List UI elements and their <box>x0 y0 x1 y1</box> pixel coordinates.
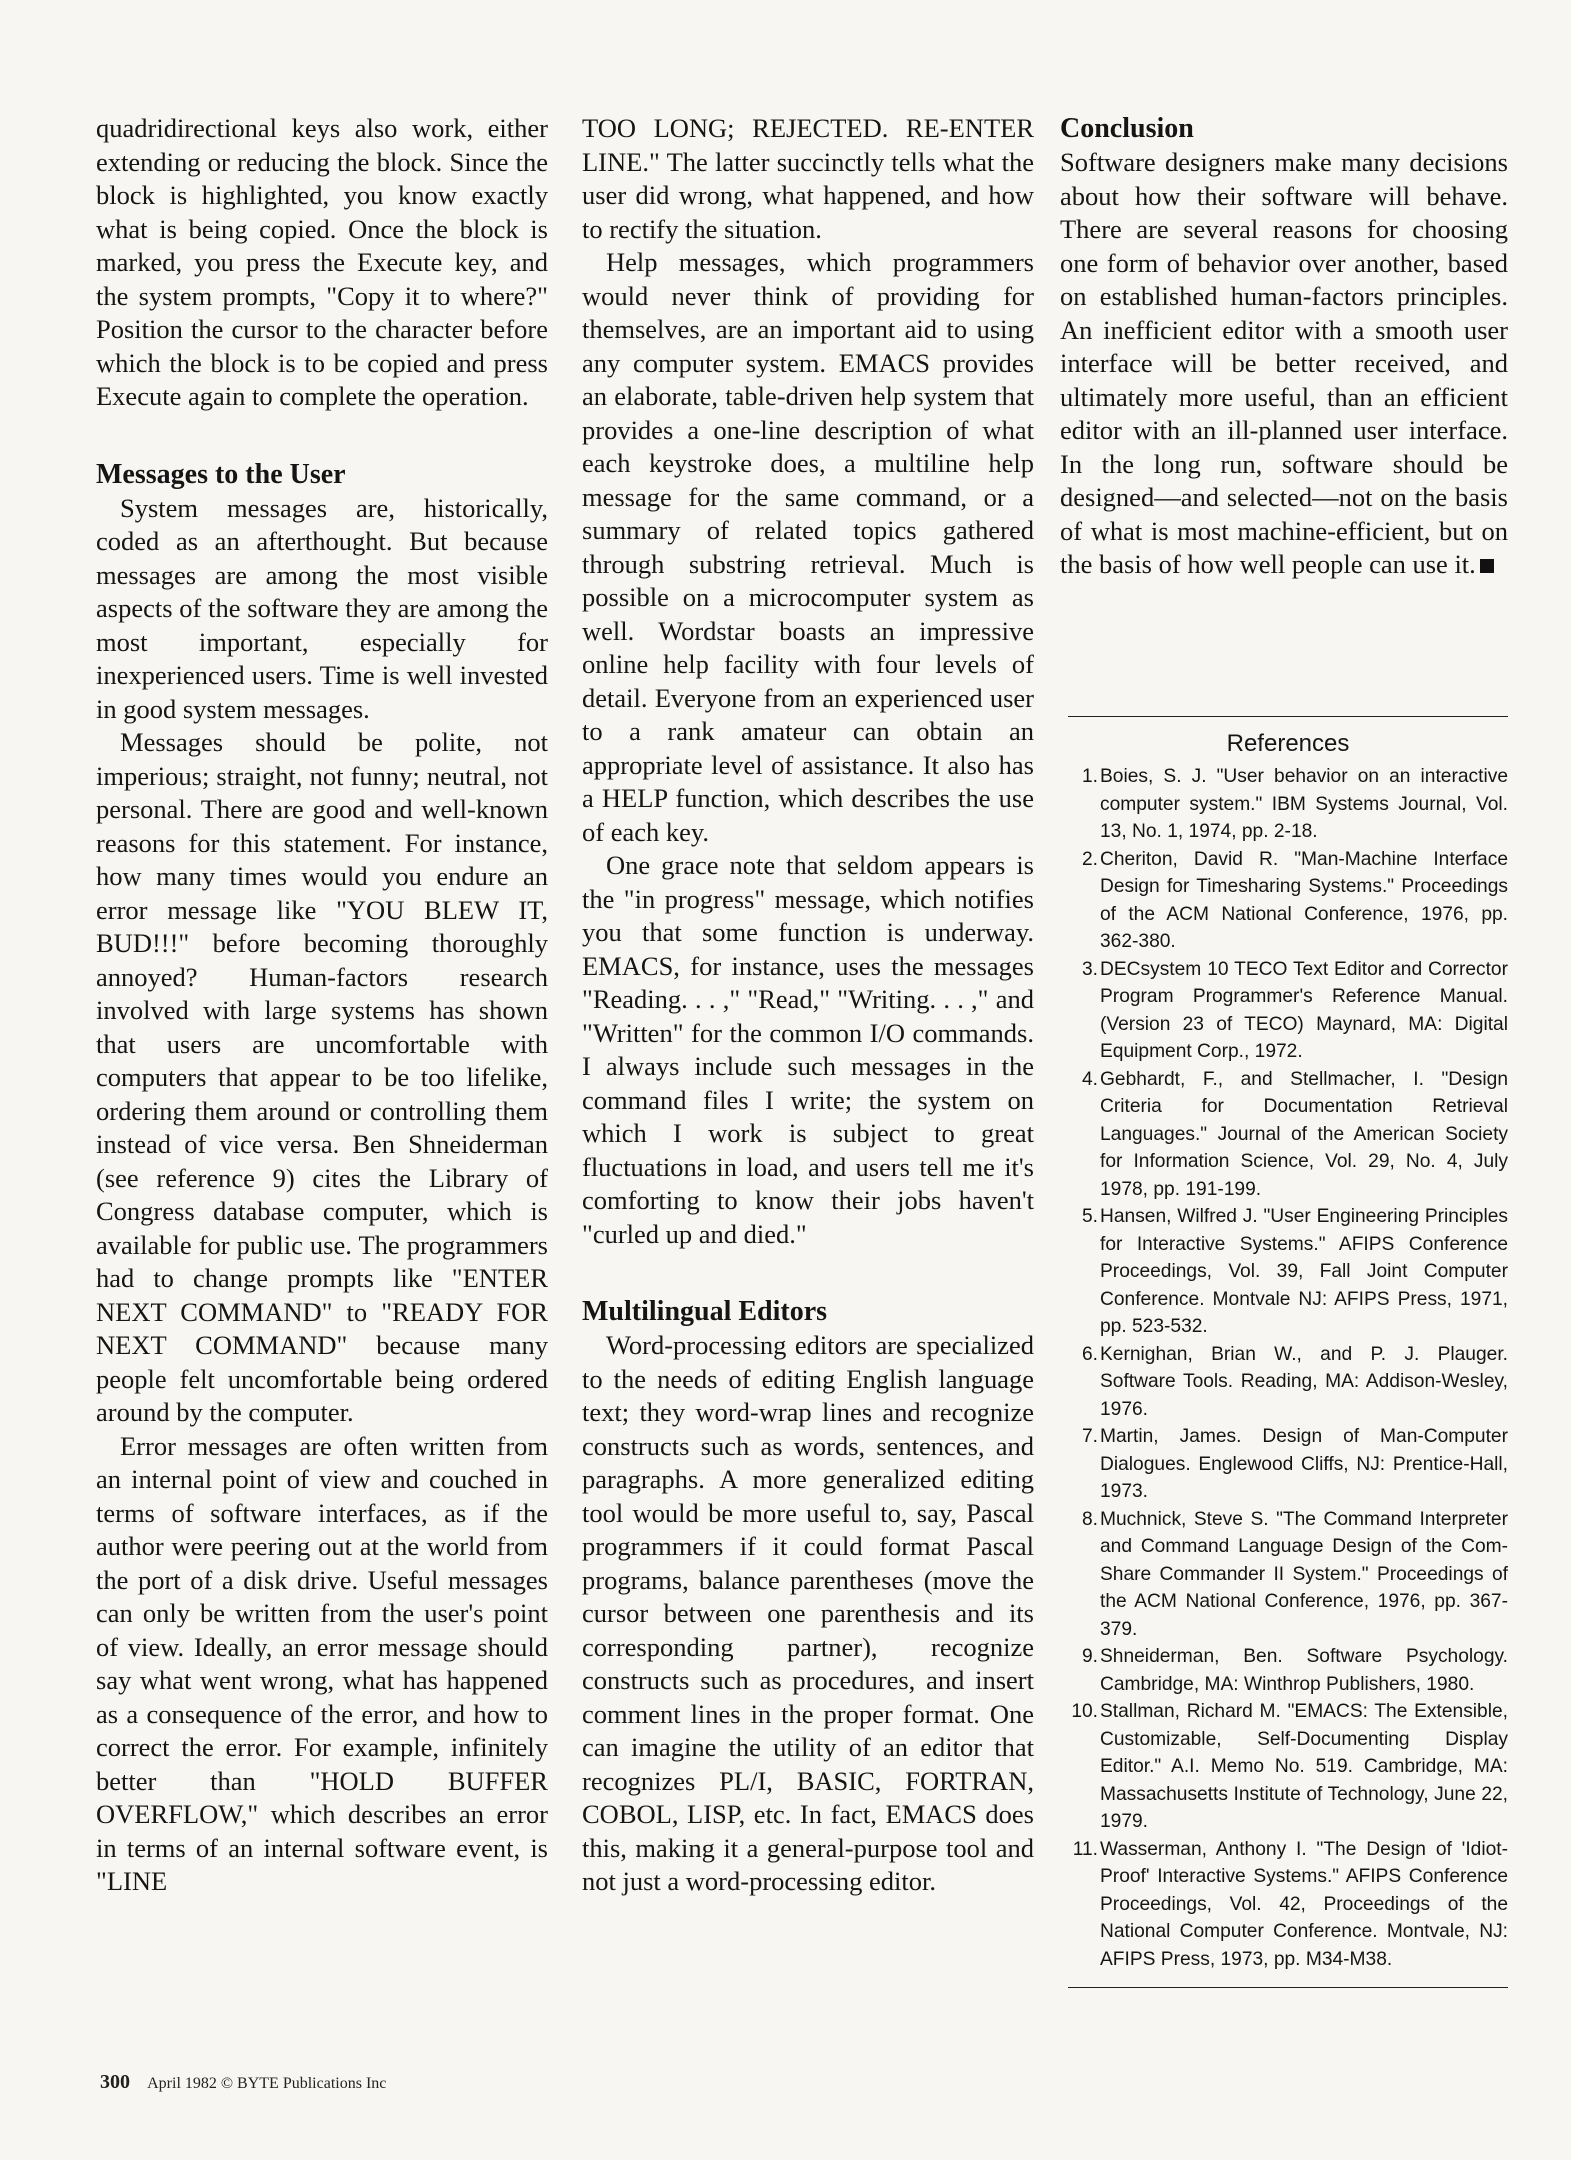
reference-item: 7. Martin, James. Design of Man-Computer Dialogues. Englewood Cliffs, NJ: Prentice-Hall, 1973. <box>1081 1426 1508 1502</box>
paragraph: quadridirectional keys also work, either extending or reducing the block. Since the block is highlighted, you know exactly what is being copied. Once the block is marked, you press the Execute key, and the system prompts, "Copy it to where?" Position the cursor to the character before which the block is to be copied and press Execute again to complete the operation. <box>96 113 548 411</box>
reference-item: 10. Stallman, Richard M. "EMACS: The Extensible, Customizable, Self-Documenting Display Editor." A.I. Memo No. 519. Cambridge, MA: Massachusetts Institute of Technology, June 22, 1979. <box>1071 1701 1508 1832</box>
reference-item: 5. Hansen, Wilfred J. "User Engineering Principles for Interactive Systems." AFIPS Conference Proceedings, Vol. 39, Fall Joint Computer Conference. Montvale NJ: AFIPS Press, 1971, pp. 523-532. <box>1081 1206 1508 1337</box>
paragraph: Error messages are often written from an internal point of view and couched in terms of software interfaces, as if the author were peering out at the world from the port of a disk drive. Useful messages can only be written from the user's point of view. Ideally, an error message should say what went wrong, what has happened as a consequence of the error, and how to correct the error. For example, infinitely better than "HOLD BUFFER OVERFLOW," which describes an error in terms of an internal software event, is "LINE <box>96 1430 548 1896</box>
paragraph: Messages should be polite, not imperious; straight, not funny; neutral, not personal. There are good and well-known reasons for this statement. For instance, how many times would you endure an error message like "YOU BLEW IT, BUD!!!" before becoming thoroughly annoyed? Human-factors research involved with large systems has shown that users are uncomfortable with computers that appear to be too lifelike, ordering them around or controlling them instead of vice versa. Ben Shneiderman (see reference 9) cites the Library of Congress database computer, which is available for public use. The programmers had to change prompts like "ENTER NEXT COMMAND" to "READY FOR NEXT COMMAND" because many people felt uncomfortable being ordered around by the computer. <box>96 727 548 1427</box>
reference-item: 4. Gebhardt, F., and Stellmacher, I. "Design Criteria for Documentation Retrieval Languages." Journal of the American Society for Information Science, Vol. 29, No. 4, July 1978, pp. 191-199. <box>1081 1068 1508 1200</box>
end-of-article-mark <box>1480 559 1494 573</box>
article-column-2 <box>582 112 1034 1899</box>
references-box <box>1068 716 1508 1988</box>
reference-item: 3. DECsystem 10 TECO Text Editor and Corrector Program Programmer's Reference Manual. (Version 23 of TECO) Maynard, MA: Digital Equipment Corp., 1972. <box>1081 958 1508 1062</box>
reference-item: 1. Boies, S. J. "User behavior on an interactive computer system." IBM Systems Journal, Vol. 13, No. 1, 1974, pp. 2-18. <box>1081 766 1508 842</box>
paragraph: Word-processing editors are specialized to the needs of editing English language text; they word-wrap lines and recognize constructs such as words, sentences, and paragraphs. A more generalized editing tool would be more useful to, say, Pascal programmers if it could format Pascal programs, balance parentheses (move the cursor between one parenthesis and its corresponding partner), recognize constructs such as procedures, and insert comment lines in the proper format. One can imagine the utility of an editor that recognizes PL/I, BASIC, FORTRAN, COBOL, LISP, etc. In fact, EMACS does this, making it a general-purpose tool and not just a word-processing editor. <box>582 1330 1034 1896</box>
section-heading-conclusion: Conclusion <box>1060 113 1194 144</box>
publication-credit: April 1982 © BYTE Publications Inc <box>147 2075 387 2092</box>
article-column-1 <box>96 112 548 1899</box>
paragraph: TOO LONG; REJECTED. RE-ENTER LINE." The latter succinctly tells what the user did wrong, what happened, and how to rectify the situation. <box>582 113 1034 244</box>
section-heading-multilingual: Multilingual Editors <box>582 1296 828 1327</box>
paragraph-conclusion <box>1060 146 1508 582</box>
paragraph: System messages are, historically, coded as an afterthought. But because messages are among the most visible aspects of the software they are among the most important, especially for inexperienced users. Time is well invested in good system messages. <box>96 492 548 724</box>
paragraph: Help messages, which programmers would never think of providing for themselves, are an important aid to using any computer system. EMACS provides an elaborate, table-driven help system that provides a one-line description of what each keystroke does, a multiline help message for the same command, or a summary of related topics gathered through substring retrieval. Much is possible on a microcomputer system as well. Wordstar boasts an impressive online help facility with four levels of detail. Everyone from an experienced user to a rank amateur can obtain an appropriate level of assistance. It also has a HELP function, which describes the use of each key. <box>582 247 1034 847</box>
reference-item: 2. Cheriton, David R. "Man-Machine Interface Design for Timesharing Systems." Proceedings of the ACM National Conference, 1976, pp. 362-380. <box>1081 848 1508 952</box>
references-title: References <box>1226 730 1350 757</box>
reference-item: 11. Wasserman, Anthony I. "The Design of 'Idiot-Proof' Interactive Systems." AFIPS Conference Proceedings, Vol. 42, Proceedings of the National Computer Conference. Montvale, NJ: AFIPS Press, 1973, pp. M34-M38. <box>1072 1838 1508 1970</box>
conclusion-text: Software designers make many decisions about how their software will behave. There are several reasons for choosing one form of behavior over another, based on established human-factors principles. An inefficient editor with a smooth user interface will be better received, and ultimately more useful, than an efficient editor with an ill-planned user interface. In the long run, software should be designed—and selected—not on the basis of what is most machine-efficient, but on the basis of how well people can use it. <box>1060 147 1508 579</box>
references-list <box>1068 763 1508 1973</box>
page-number: 300 <box>100 2071 130 2093</box>
article-column-3 <box>1060 112 1508 582</box>
page-footer <box>100 2072 386 2094</box>
section-heading-messages: Messages to the User <box>96 458 346 490</box>
reference-item: 9. Shneiderman, Ben. Software Psychology. Cambridge, MA: Winthrop Publishers, 1980. <box>1081 1646 1508 1695</box>
reference-item: 6. Kernighan, Brian W., and P. J. Plauger. Software Tools. Reading, MA: Addison-Wesley, 1976. <box>1081 1343 1508 1420</box>
paragraph: One grace note that seldom appears is the "in progress" message, which notifies you that some function is underway. EMACS, for instance, uses the messages "Reading. . . ," "Read," "Writing. . . ," and "Written" for the common I/O commands. I always include such messages in the command files I write; the system on which I work is subject to great fluctuations in load, and users tell me it's comforting to know their jobs haven't "curled up and died." <box>582 850 1034 1249</box>
reference-item: 8. Muchnick, Steve S. "The Command Interpreter and Command Language Design of the Com-Share Commander II System." Proceedings of the ACM National Conference, 1976, pp. 367-379. <box>1081 1508 1508 1640</box>
